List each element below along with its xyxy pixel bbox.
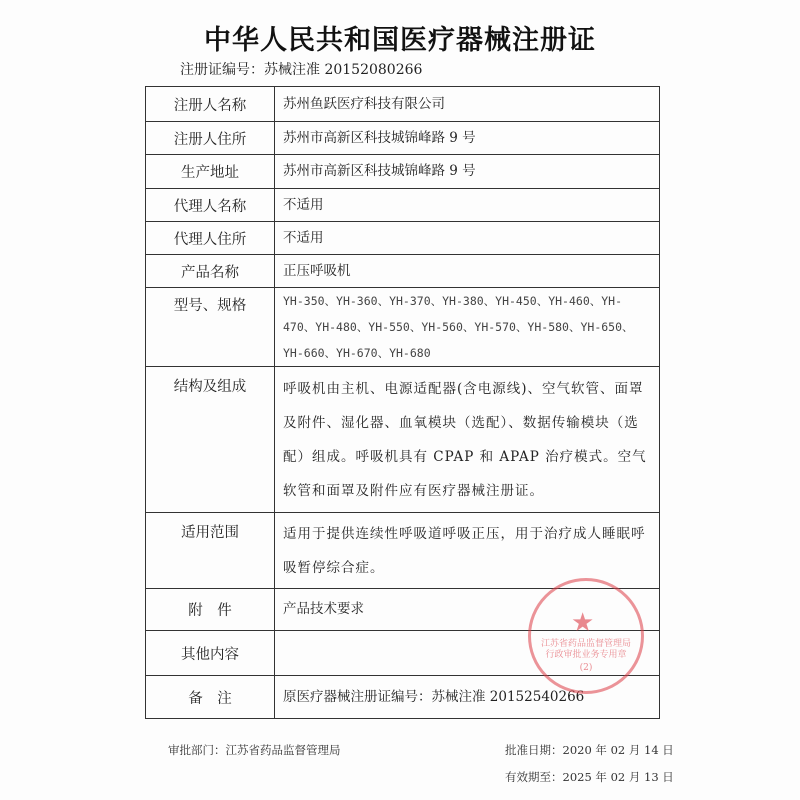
row-label: 代理人住所 (146, 222, 275, 255)
row-label: 适用范围 (146, 513, 275, 589)
table-row (146, 288, 660, 367)
row-label: 注册人住所 (146, 122, 275, 155)
row-value: 原医疗器械注册证编号：苏械注准 20152540266 (275, 676, 660, 719)
row-value: 正压呼吸机 (275, 255, 660, 288)
table-row (146, 367, 660, 513)
row-value: 苏州鱼跃医疗科技有限公司 (275, 87, 660, 122)
row-value: 苏州市高新区科技城锦峰路 9 号 (275, 122, 660, 155)
table-row (146, 155, 660, 189)
row-value: 适用于提供连续性呼吸道呼吸正压，用于治疗成人睡眠呼吸暂停综合症。 (275, 513, 660, 589)
seal-number: (2) (579, 663, 593, 673)
approval-date: 批准日期：2020 年 02 月 14 日 (505, 743, 674, 757)
valid-until: 有效期至：2025 年 02 月 13 日 (505, 770, 674, 784)
row-label: 型号、规格 (146, 288, 275, 367)
seal-text: 江苏省药品监督管理局 行政审批业务专用章 (540, 639, 631, 660)
row-value: 产品技术要求 (275, 589, 660, 631)
row-label: 产品名称 (146, 255, 275, 288)
document-title: 中华人民共和国医疗器械注册证 (204, 25, 596, 56)
table-row (146, 222, 660, 255)
row-label: 附 件 (146, 589, 275, 631)
table-row (146, 255, 660, 288)
row-label: 备 注 (146, 676, 275, 719)
row-value: 不适用 (275, 222, 660, 255)
row-label: 生产地址 (146, 155, 275, 189)
row-label: 代理人名称 (146, 189, 275, 222)
table-row (146, 189, 660, 222)
row-label: 其他内容 (146, 631, 275, 676)
row-label: 注册人名称 (146, 87, 275, 122)
table-row (146, 87, 660, 122)
row-value: YH-350、YH-360、YH-370、YH-380、YH-450、YH-460、YH-470、YH-480、YH-550、YH-560、YH-570、YH-580、YH-650、YH-660、YH-670、YH-680 (275, 288, 660, 367)
approval-department: 审批部门：江苏省药品监督管理局 (168, 743, 341, 757)
official-seal (528, 578, 644, 694)
row-value: 不适用 (275, 189, 660, 222)
row-value: 呼吸机由主机、电源适配器(含电源线)、空气软管、面罩及附件、湿化器、血氧模块（选配）、数据传输模块（选配）组成。呼吸机具有 CPAP 和 APAP 治疗模式。空气软管和面罩及附件应有医疗器械注册证。 (275, 367, 660, 513)
star-icon: ★ (571, 608, 595, 638)
row-label: 结构及组成 (146, 367, 275, 513)
table-row (146, 122, 660, 155)
row-value: 苏州市高新区科技城锦峰路 9 号 (275, 155, 660, 189)
registration-number: 注册证编号：苏械注准 20152080266 (180, 62, 423, 78)
